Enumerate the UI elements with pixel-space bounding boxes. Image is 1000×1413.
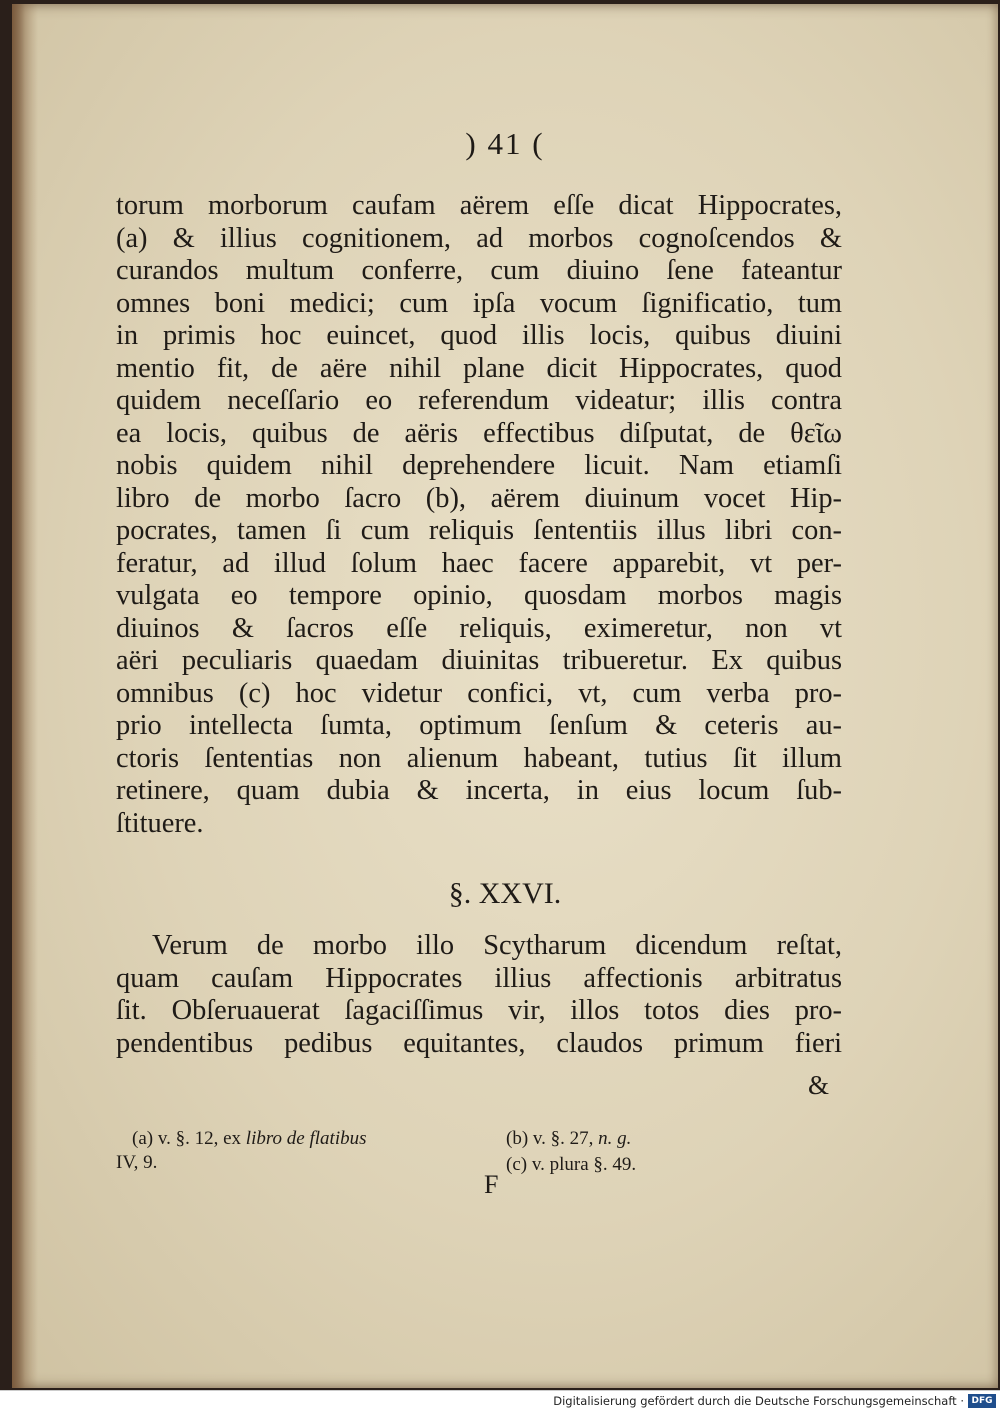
section-title: §. XXVI. [448, 877, 562, 910]
footnote-b-ref: n. g. [598, 1128, 632, 1149]
text-line: omnes boni medici; cum ipſa vocum ſignificatio, tum [116, 287, 842, 319]
text-line: vulgata eo tempore opinio, quosdam morbos magis [116, 580, 842, 611]
signature-mark: F [484, 1170, 499, 1199]
text-line: mentio fit, de aëre nihil plane dicit Hippocrates, quod [116, 352, 842, 384]
text-line: ea locis, quibus de aëris effectibus diſputat, de θεῖω [116, 417, 842, 449]
dfg-credit: Digitalisierung gefördert durch die Deutsche Forschungsgemeinschaft · [553, 1394, 964, 1408]
text-line: aëri peculiaris quaedam diuinitas tribueretur. Ex quibus [116, 645, 842, 676]
text-line: pendentibus pedibus equitantes, claudos primum fieri [116, 1027, 842, 1059]
text-line: torum morborum caufam aërem eſſe dicat Hippocrates, [116, 190, 842, 221]
text-line: ſtituere. [116, 807, 204, 839]
book-page [12, 4, 998, 1388]
footnote-a-text: (a) v. §. 12, ex [132, 1128, 246, 1149]
text-line: in primis hoc euincet, quod illis locis, quibus diuini [116, 320, 842, 351]
page-edge-stain [12, 4, 38, 1388]
text-line: feratur, ad illud ſolum haec facere apparebit, vt per- [116, 547, 842, 579]
text-line: retinere, quam dubia & incerta, in eius locum ſub- [116, 775, 842, 806]
dfg-logo-icon: DFG [968, 1394, 996, 1408]
text-line: (a) & illius cognitionem, ad morbos cognoſcendos & [116, 222, 842, 254]
text-line: ſit. Obſeruauerat ſagaciſſimus vir, illos totos dies pro- [116, 995, 842, 1026]
digitization-footer [0, 1390, 1000, 1413]
text-line: curandos multum conferre, cum diuino ſene fateantur [116, 255, 842, 286]
text-line: quam cauſam Hippocrates illius affectionis arbitratus [116, 962, 842, 994]
text-line: pocrates, tamen ſi cum reliquis ſententiis illus libri con- [116, 515, 842, 546]
text-line: omnibus (c) hoc videtur confici, vt, cum verba pro- [116, 677, 842, 709]
main-paragraph [116, 190, 842, 840]
footnote-c: (c) v. plura §. 49. [506, 1154, 637, 1175]
text-line: Verum de morbo illo Scytharum dicendum reſtat, [152, 930, 842, 961]
text-line: ctoris ſententias non alienum habeant, tutius ſit illum [116, 742, 842, 774]
text-line: quidem neceſſario eo referendum videatur; illis contra [116, 385, 842, 416]
footnote-a-title: libro de flatibus [245, 1128, 367, 1149]
footnote-b-text: (b) v. §. 27, [506, 1128, 599, 1149]
text-line: diuinos & ſacros eſſe reliquis, eximeretur, non vt [116, 612, 842, 644]
footnote-a [132, 1128, 367, 1150]
page-header: ) 41 ( [465, 126, 545, 161]
text-line: nobis quidem nihil deprehendere licuit. Nam etiamſi [116, 450, 842, 481]
catchword: & [808, 1070, 830, 1100]
footnote-a-continuation: IV, 9. [116, 1152, 158, 1173]
footnote-b [506, 1128, 631, 1150]
text-line: prio intellecta ſumta, optimum ſenſum & ceteris au- [116, 710, 842, 741]
second-paragraph [116, 930, 842, 1060]
text-line: libro de morbo ſacro (b), aërem diuinum vocet Hip- [116, 482, 842, 514]
